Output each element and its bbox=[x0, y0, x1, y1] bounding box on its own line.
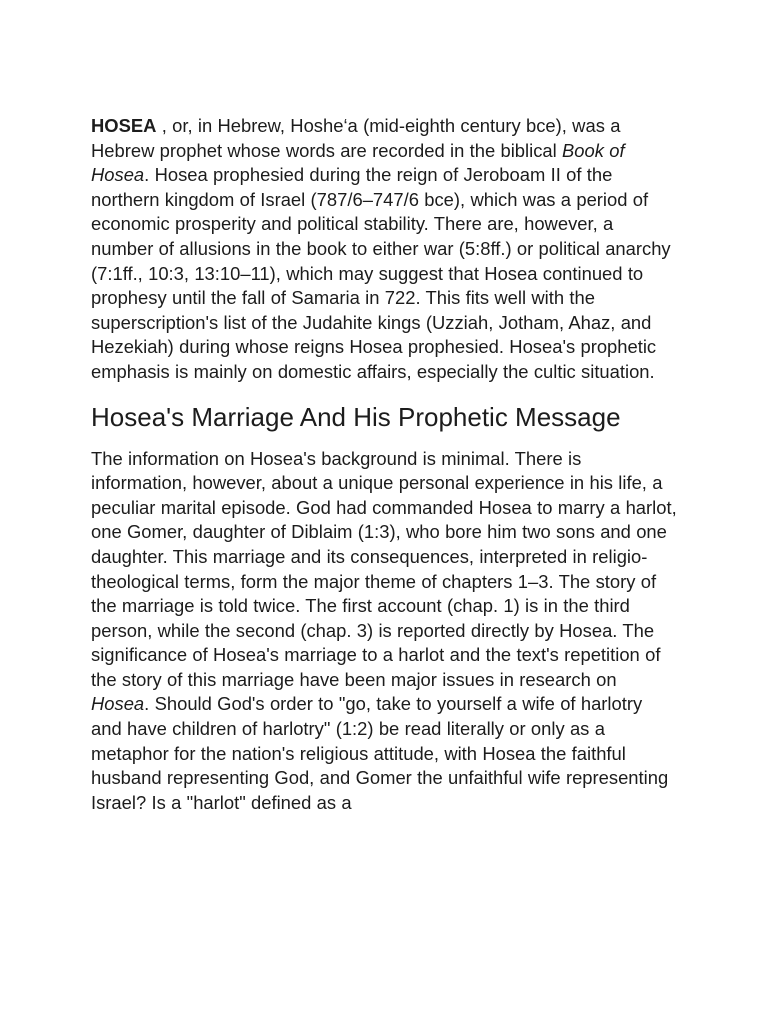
body-text-part-2: . Should God's order to "go, take to yourself a wife of harlotry and have children of harlotry" (1:2) be read literally or only as a metaphor for the nation's religious attitude, with Hosea the faithful husband representing God, and Gomer the unfaithful wife representing Israel? Is a "harlot" defined as a bbox=[91, 693, 669, 813]
section-heading: Hosea's Marriage And His Prophetic Message bbox=[91, 401, 621, 432]
book-reference: Hosea bbox=[91, 693, 145, 715]
intro-text-part-2: . Hosea prophesied during the reign of Jeroboam II of the northern kingdom of Israel (787/6–747/6 bce), which was a period of economic prosperity and political stability. There are, however, a number of allusions in the book to either war (5:8ff.) or political anarchy (7:1ff., 10:3, 13:10–11), which may suggest that Hosea continued to prophesy until the fall of Samaria in 722. This fits well with the superscription's list of the Judahite kings (Uzziah, Jotham, Ahaz, and Hezekiah) during whose reigns Hosea prophesied. Hosea's prophetic emphasis is mainly on domestic affairs, especially the cultic situation. bbox=[91, 164, 671, 382]
intro-text-part-1: , or, in Hebrew, Hoshe‘a (mid-eighth century bce), was a Hebrew prophet whose words are recorded in the biblical bbox=[91, 115, 621, 161]
lead-term: HOSEA bbox=[91, 115, 157, 136]
body-paragraph bbox=[91, 447, 678, 816]
book-title: Book of Hosea bbox=[91, 139, 625, 186]
intro-paragraph bbox=[91, 0, 678, 385]
body-text-part-1: The information on Hosea's background is minimal. There is information, however, about a unique personal experience in his life, a peculiar marital episode. God had commanded Hosea to marry a harlot, one Gomer, daughter of Diblaim (1:3), who bore him two sons and one daughter. This marriage and its consequences, interpreted in religio-theological terms, form the major theme of chapters 1–3. The story of the marriage is told twice. The first account (chap. 1) is in the third person, while the second (chap. 3) is reported directly by Hosea. The significance of Hosea's marriage to a harlot and the text's repetition of the story of this marriage have been major issues in research on bbox=[91, 447, 677, 690]
